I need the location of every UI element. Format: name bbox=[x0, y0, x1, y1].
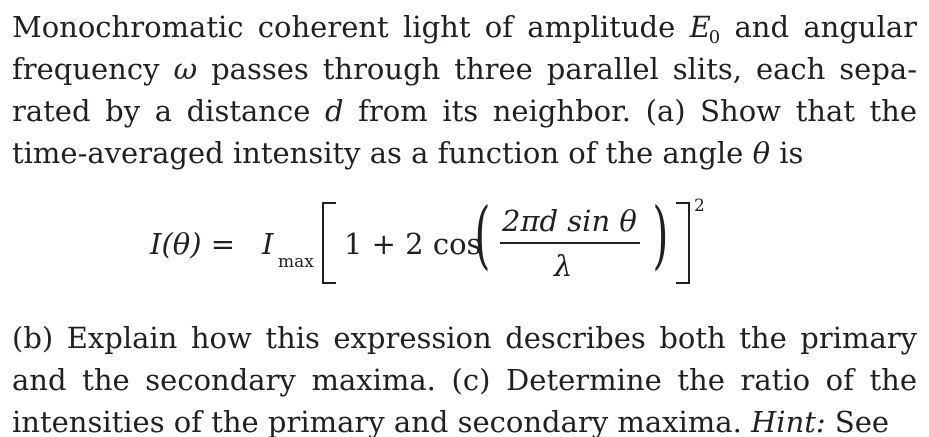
hint-label: Hint: bbox=[751, 405, 826, 437]
fraction-denominator: λ bbox=[554, 249, 573, 283]
text-line: time-averaged intensity as a function of the angle θ is bbox=[12, 136, 804, 170]
amplitude-subscript: 0 bbox=[708, 27, 721, 49]
slit-distance-symbol: d bbox=[324, 94, 344, 128]
intensity-equation bbox=[150, 192, 710, 296]
imax-symbol: I bbox=[262, 227, 274, 261]
text-line: intensities of the primary and secondary maxima. Hint: See bbox=[12, 405, 890, 437]
fraction-numerator: 2πd sin θ bbox=[502, 204, 637, 238]
text-line: (b) Explain how this expression describes both the primary bbox=[12, 321, 917, 355]
right-bracket bbox=[676, 202, 690, 284]
equation-exponent: 2 bbox=[694, 196, 705, 216]
equation-bracket-content: 1 + 2 cos bbox=[344, 227, 482, 261]
text-line: Monochromatic coherent light of amplitude $E_0$ and angular bbox=[12, 10, 917, 49]
text-line: and the secondary maxima. (c) Determine the ratio of the bbox=[12, 363, 917, 397]
fraction-bar bbox=[500, 242, 640, 244]
problem-statement-parts-b-c bbox=[12, 317, 917, 437]
right-parenthesis: ) bbox=[652, 192, 669, 278]
problem-statement-part-a bbox=[12, 6, 917, 174]
angle-symbol: θ bbox=[752, 136, 771, 170]
imax-subscript: max bbox=[278, 252, 314, 272]
text-line: frequency ω passes through three parallel slits, each sepa- bbox=[12, 52, 917, 86]
text-line: rated by a distance d from its neighbor. (a) Show that the bbox=[12, 94, 917, 128]
left-bracket bbox=[322, 202, 336, 284]
left-parenthesis: ( bbox=[474, 192, 491, 278]
angular-frequency-symbol: ω bbox=[173, 52, 198, 86]
amplitude-symbol: E bbox=[689, 10, 711, 44]
equation-lhs: I(θ) = bbox=[150, 227, 236, 261]
